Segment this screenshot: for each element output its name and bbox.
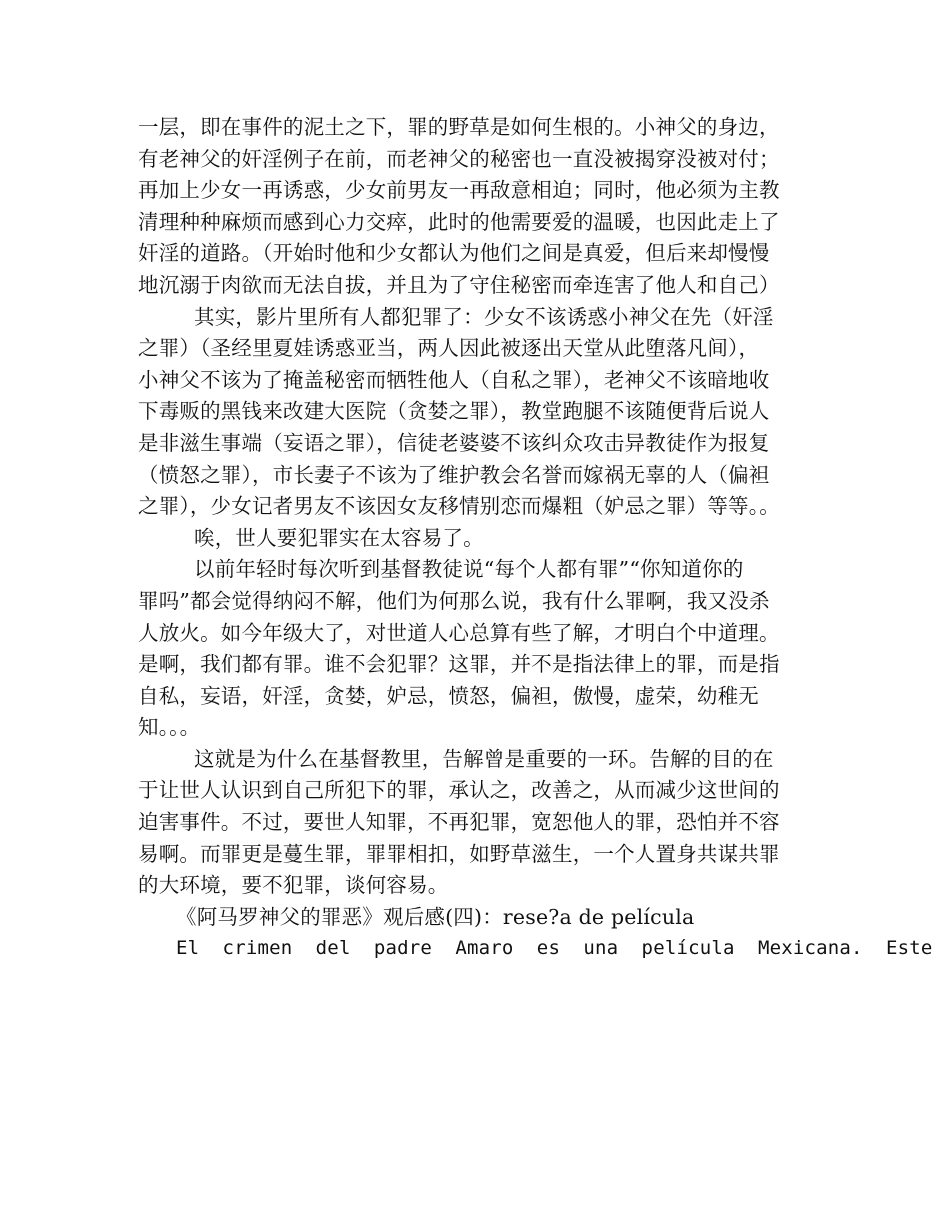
text-line: 地沉溺于肉欲而无法自拔，并且为了守住秘密而牵连害了他人和自己） xyxy=(138,272,780,297)
text-line: 于让世人认识到自己所犯下的罪，承认之，改善之，从而减少这世间的 xyxy=(138,778,780,803)
text-line: 奸淫的道路。（开始时他和少女都认为他们之间是真爱，但后来却慢慢 xyxy=(138,241,770,266)
text-line: 知。。。 xyxy=(138,715,201,740)
text-line: 一层，即在事件的泥土之下，罪的野草是如何生根的。小神父的身边， xyxy=(138,115,780,139)
text-line: （愤怒之罪），市长妻子不该为了维护教会名誉而嫁祸无辜的人（偏袒 xyxy=(138,462,770,487)
paragraph-start-line: 唉，世人要犯罪实在太容易了。 xyxy=(194,525,484,550)
text-line: 迫害事件。不过，要世人知罪，不再犯罪，宽恕他人的罪，恐怕并不容 xyxy=(138,810,780,835)
paragraph-start-line: 其实，影片里所有人都犯罪了：少女不该诱惑小神父在先（奸淫 xyxy=(194,304,774,329)
section-heading: 《阿马罗神父的罪恶》观后感(四)：rese?a de película xyxy=(176,904,695,929)
text-line: 之罪）（圣经里夏娃诱惑亚当，两人因此被逐出天堂从此堕落凡间）， xyxy=(138,336,760,361)
text-line: 的大环境，要不犯罪，谈何容易。 xyxy=(138,873,449,898)
text-line: 小神父不该为了掩盖秘密而牺牲他人（自私之罪），老神父不该暗地收 xyxy=(138,367,770,392)
paragraph-start-line: 这就是为什么在基督教里，告解曾是重要的一环。告解的目的在 xyxy=(194,746,774,771)
text-line: 人放火。如今年级大了，对世道人心总算有些了解，才明白个中道理。 xyxy=(138,620,780,645)
text-line: 清理种种麻烦而感到心力交瘁，此时的他需要爱的温暖，也因此走上了 xyxy=(138,209,780,234)
document-body xyxy=(138,112,933,965)
spanish-text-line: El crimen del padre Amaro es una película Mexicana. Este xyxy=(176,937,933,960)
text-line: 罪吗”都会觉得纳闷不解，他们为何那么说，我有什么罪啊，我又没杀 xyxy=(138,588,770,613)
text-line: 是啊，我们都有罪。谁不会犯罪？这罪，并不是指法律上的罪，而是指 xyxy=(138,652,780,677)
paragraph-start-line: 以前年轻时每次听到基督教徒说“每个人都有罪”“你知道你的 xyxy=(194,557,744,582)
text-line: 再加上少女一再诱惑，少女前男友一再敌意相迫；同时，他必须为主教 xyxy=(138,178,780,203)
text-line: 自私，妄语，奸淫，贪婪，妒忌，愤怒，偏袒，傲慢，虚荣，幼稚无 xyxy=(138,683,759,708)
text-line: 之罪），少女记者男友不该因女友移情别恋而爆粗（妒忌之罪）等等。。 xyxy=(138,494,780,519)
text-line: 是非滋生事端（妄语之罪），信徒老婆婆不该纠众攻击异教徒作为报复 xyxy=(138,430,770,455)
text-line: 有老神父的奸淫例子在前，而老神父的秘密也一直没被揭穿没被对付； xyxy=(138,146,780,171)
text-line: 下毒贩的黑钱来改建大医院（贪婪之罪），教堂跑腿不该随便背后说人 xyxy=(138,399,770,424)
text-line: 易啊。而罪更是蔓生罪，罪罪相扣，如野草滋生，一个人置身共谋共罪 xyxy=(138,841,780,866)
